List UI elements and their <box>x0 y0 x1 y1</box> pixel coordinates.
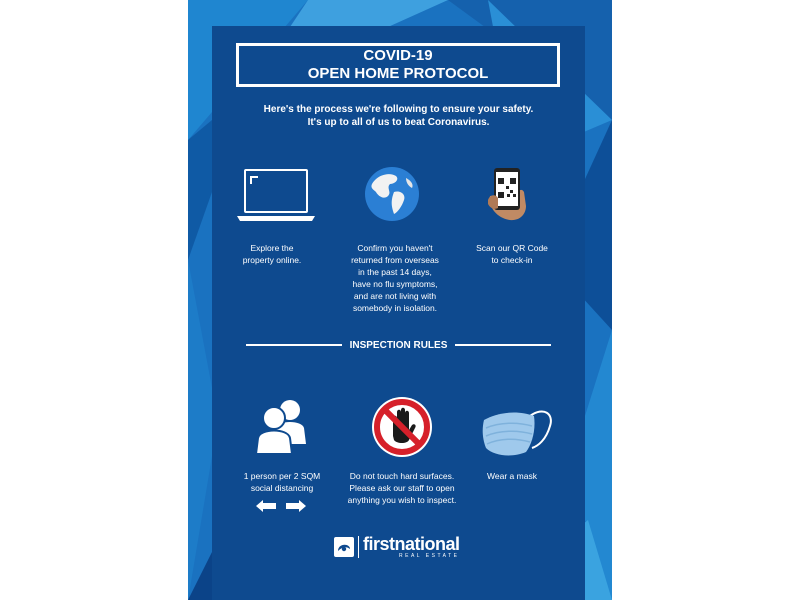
no-touch-icon <box>371 396 433 458</box>
mask-icon <box>480 406 554 458</box>
laptop-icon <box>236 168 316 222</box>
intro-line-1: Here's the process we're following to ensure your safety. <box>263 104 534 115</box>
rule-text-mask: Wear a mask <box>487 471 537 481</box>
rule-text-distancing: 1 person per 2 SQM social distancing <box>243 471 321 493</box>
distance-arrows-icon <box>256 500 306 512</box>
rule-text-no-touch: Do not touch hard surfaces. Please ask our staff to open anything you wish to inspect. <box>347 471 457 505</box>
inspection-rules-heading: INSPECTION RULES <box>212 338 585 352</box>
first-national-logo <box>334 535 474 559</box>
logo-sub-text: REAL ESTATE <box>399 553 460 559</box>
title-box <box>236 43 560 87</box>
heading-divider-left <box>246 344 342 346</box>
logo-main-text: firstnational <box>363 534 460 554</box>
people-icon <box>254 398 310 456</box>
phone-qr-icon <box>486 166 532 222</box>
heading-divider-right <box>455 344 551 346</box>
first-national-mark-icon <box>334 537 354 557</box>
title-line-2: OPEN HOME PROTOCOL <box>307 65 489 82</box>
intro-text <box>212 103 585 129</box>
protocol-poster <box>212 26 585 600</box>
title-line-1: COVID-19 <box>363 47 433 64</box>
globe-icon <box>364 166 420 222</box>
step-text-scan: Scan our QR Code to check-in <box>476 243 548 265</box>
intro-line-2: It's up to all of us to beat Coronavirus. <box>307 117 490 128</box>
step-text-confirm: Confirm you haven't returned from overseas in the past 14 days, have no flu symptoms, and are not living with somebody in isolation. <box>351 243 439 313</box>
step-text-explore: Explore the property online. <box>242 243 302 265</box>
logo-separator <box>358 536 359 558</box>
